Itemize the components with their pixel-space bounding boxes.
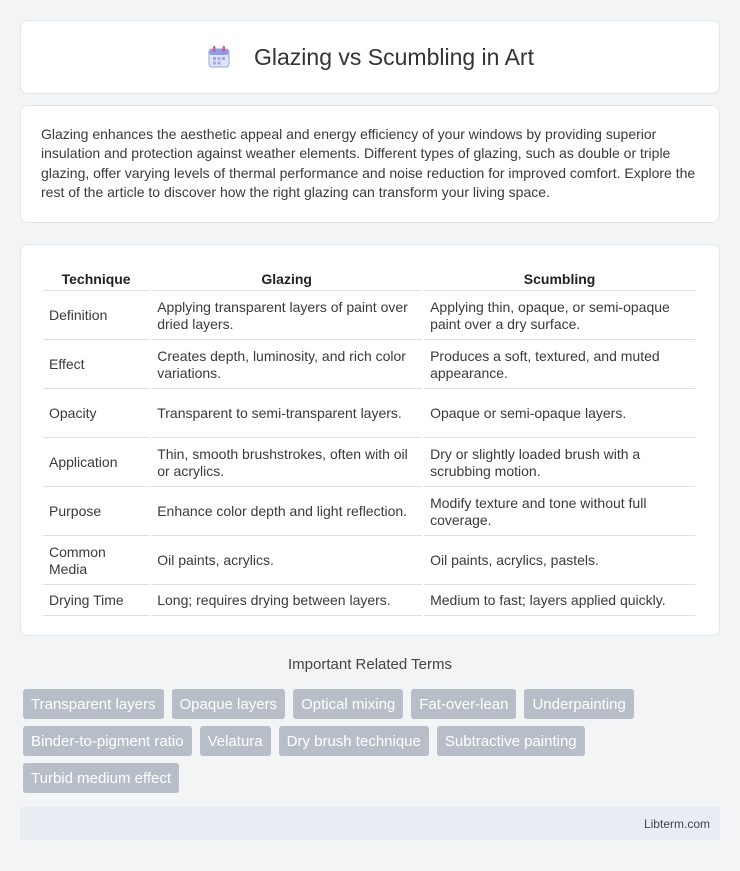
- tag-dry-brush-technique[interactable]: Dry brush technique: [279, 726, 429, 756]
- intro-card: [20, 105, 720, 223]
- scumbling-cell: Oil paints, acrylics, pastels.: [424, 538, 695, 585]
- row-label: Effect: [43, 342, 149, 389]
- row-label: Definition: [43, 293, 149, 340]
- footer: [20, 807, 720, 840]
- column-header-scumbling: Scumbling: [424, 267, 695, 291]
- table-row: [43, 391, 695, 438]
- related-terms-tags: [23, 689, 663, 793]
- table-row: [43, 293, 695, 340]
- scumbling-cell: Applying thin, opaque, or semi-opaque paint over a dry surface.: [424, 293, 695, 340]
- tag-velatura[interactable]: Velatura: [200, 726, 271, 756]
- calendar-icon: [206, 44, 232, 70]
- row-label: Purpose: [43, 489, 149, 536]
- row-label: Application: [43, 440, 149, 487]
- column-header-glazing: Glazing: [151, 267, 422, 291]
- related-terms-title: Important Related Terms: [288, 656, 452, 673]
- glazing-cell: Applying transparent layers of paint over dried layers.: [151, 293, 422, 340]
- row-label: Drying Time: [43, 587, 149, 616]
- glazing-cell: Oil paints, acrylics.: [151, 538, 422, 585]
- column-header-technique: Technique: [43, 267, 149, 291]
- table-row: [43, 587, 695, 616]
- scumbling-cell: Opaque or semi-opaque layers.: [424, 391, 695, 438]
- footer-site-link[interactable]: Libterm.com: [643, 816, 710, 831]
- row-label: Opacity: [43, 391, 149, 438]
- glazing-cell: Thin, smooth brushstrokes, often with oil or acrylics.: [151, 440, 422, 487]
- comparison-card: [20, 244, 720, 636]
- scumbling-cell: Modify texture and tone without full coverage.: [424, 489, 695, 536]
- page-title: Glazing vs Scumbling in Art: [254, 43, 534, 70]
- scumbling-cell: Medium to fast; layers applied quickly.: [424, 587, 695, 616]
- tag-binder-to-pigment-ratio[interactable]: Binder-to-pigment ratio: [23, 726, 192, 756]
- glazing-cell: Enhance color depth and light reflection.: [151, 489, 422, 536]
- scumbling-cell: Dry or slightly loaded brush with a scrubbing motion.: [424, 440, 695, 487]
- table-row: [43, 342, 695, 389]
- glazing-cell: Creates depth, luminosity, and rich color variations.: [151, 342, 422, 389]
- tag-optical-mixing[interactable]: Optical mixing: [293, 689, 403, 719]
- related-terms-section: [20, 656, 720, 687]
- tag-subtractive-painting[interactable]: Subtractive painting: [437, 726, 585, 756]
- comparison-table: [41, 265, 697, 618]
- tag-fat-over-lean[interactable]: Fat-over-lean: [411, 689, 516, 719]
- scumbling-cell: Produces a soft, textured, and muted appearance.: [424, 342, 695, 389]
- intro-paragraph: Glazing enhances the aesthetic appeal and energy efficiency of your windows by providing superior insulation and protection against weather elements. Different types of glazing, such as double or triple glazing, offer varying levels of thermal performance and noise reduction for improved comfort. Explore the rest of the article to discover how the right glazing can transform your living space.: [41, 126, 696, 201]
- row-label: Common Media: [43, 538, 149, 585]
- table-row: [43, 538, 695, 585]
- tag-turbid-medium-effect[interactable]: Turbid medium effect: [23, 763, 179, 793]
- table-row: [43, 440, 695, 487]
- title-card: [20, 20, 720, 94]
- tag-opaque-layers[interactable]: Opaque layers: [172, 689, 286, 719]
- tag-transparent-layers[interactable]: Transparent layers: [23, 689, 164, 719]
- table-header-row: [43, 267, 695, 291]
- tag-underpainting[interactable]: Underpainting: [524, 689, 633, 719]
- table-row: [43, 489, 695, 536]
- glazing-cell: Long; requires drying between layers.: [151, 587, 422, 616]
- glazing-cell: Transparent to semi-transparent layers.: [151, 391, 422, 438]
